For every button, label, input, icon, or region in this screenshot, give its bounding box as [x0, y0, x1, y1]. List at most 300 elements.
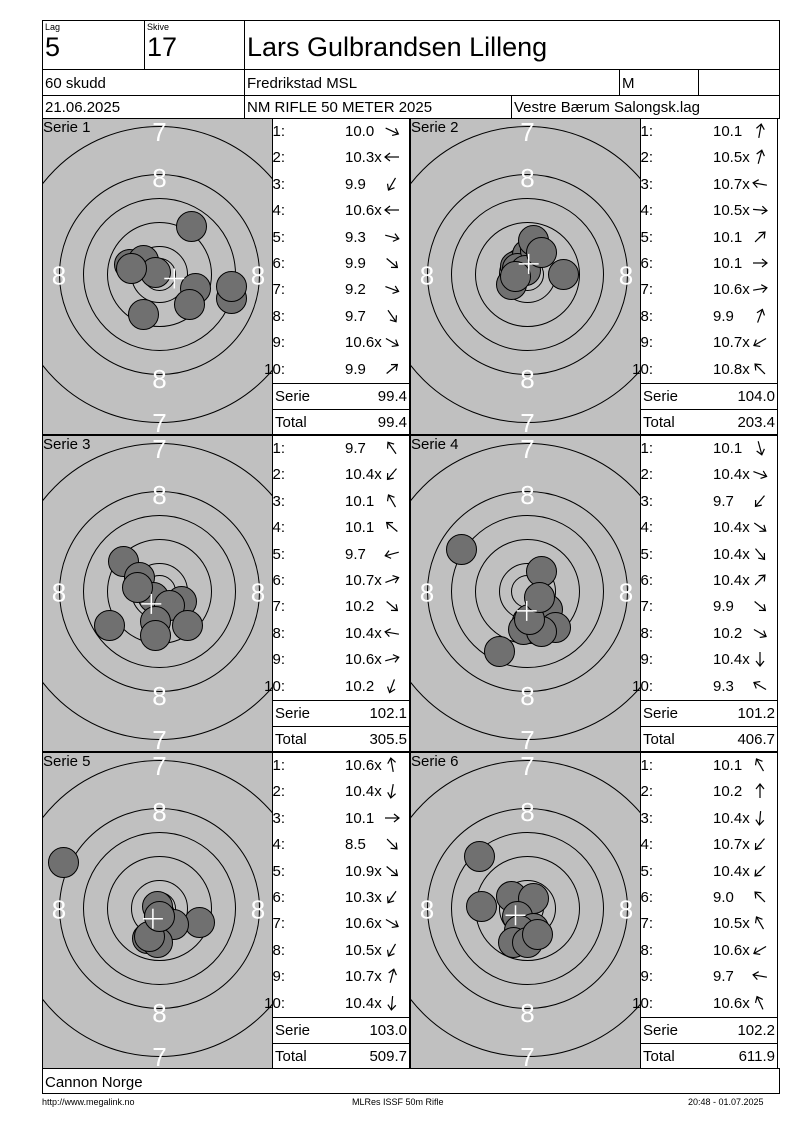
shot-score: 10.6x — [713, 941, 750, 959]
shot-row — [273, 198, 409, 224]
shot-score: 10.1 — [345, 492, 375, 510]
shot-score: 10.4x — [345, 994, 382, 1012]
shots-table-serie-4 — [632, 435, 778, 752]
shot-row — [273, 964, 409, 990]
shot-direction-arrow-icon — [383, 625, 401, 645]
shot-score: 9.7 — [345, 545, 366, 563]
shot-score: 10.7x — [345, 572, 382, 589]
shot-row — [273, 304, 409, 330]
serie-sum-value: 102.1 — [369, 705, 407, 722]
serie-sum-row — [641, 383, 777, 410]
serie-sum-value: 101.2 — [737, 705, 775, 722]
shot-score: 9.7 — [345, 307, 366, 325]
ring-number: 8 — [618, 894, 634, 925]
shot-direction-arrow-icon — [383, 546, 401, 566]
ring-number: 8 — [152, 480, 167, 510]
shot-number: 3: — [640, 492, 653, 510]
ring-number: 8 — [51, 577, 67, 608]
shot-hole — [485, 637, 515, 667]
shot-score: 10.6x — [345, 334, 382, 352]
competition: NM RIFLE 50 METER 2025 — [247, 99, 433, 116]
shot-direction-arrow-icon — [383, 598, 401, 618]
shot-score: 9.7 — [345, 440, 366, 457]
shot-direction-arrow-icon — [383, 651, 401, 671]
ring-number: 8 — [152, 364, 167, 394]
serie-sum-row — [641, 1017, 777, 1044]
shot-number: 8: — [640, 624, 653, 642]
shot-direction-arrow-icon — [383, 440, 401, 460]
shot-row — [273, 806, 409, 832]
shot-score: 9.7 — [713, 492, 734, 510]
shot-hole — [523, 920, 553, 950]
shot-number: 7: — [640, 598, 653, 616]
serie-sum-label: Serie — [275, 1022, 311, 1039]
shot-direction-arrow-icon — [751, 361, 769, 381]
ring-number: 8 — [250, 577, 266, 608]
ring-number: 7 — [520, 119, 535, 147]
shot-direction-arrow-icon — [751, 810, 769, 830]
shot-number: 2: — [640, 783, 653, 801]
shot-row — [641, 859, 777, 885]
ring-number: 7 — [520, 408, 535, 435]
serie-title: Serie 4 — [411, 436, 459, 453]
shot-row — [641, 647, 777, 673]
shot-score: 9.9 — [345, 175, 366, 193]
shot-direction-arrow-icon — [383, 281, 401, 301]
shot-hole — [173, 611, 203, 641]
shot-number: 4: — [640, 519, 653, 537]
shot-number: 6: — [640, 572, 653, 589]
ring-number: 8 — [618, 260, 634, 291]
shot-score: 10.3x — [345, 889, 382, 906]
shot-hole — [141, 621, 171, 651]
shot-score: 10.2 — [345, 677, 375, 695]
shot-hole — [549, 260, 579, 290]
shot-direction-arrow-icon — [751, 149, 769, 169]
ring-number: 8 — [51, 260, 67, 291]
shots-table-serie-3 — [264, 435, 410, 752]
shot-number: 10: — [264, 360, 285, 378]
shot-row — [273, 277, 409, 303]
target-serie-6 — [410, 752, 641, 1069]
venue-cell — [511, 95, 780, 119]
shot-score: 10.2 — [713, 624, 743, 642]
shot-score: 10.0 — [345, 123, 375, 140]
shot-row — [273, 145, 409, 171]
shot-row — [641, 330, 777, 356]
shot-row — [273, 911, 409, 937]
shot-row — [273, 779, 409, 805]
shot-number: 9: — [640, 334, 653, 352]
shot-number: 8: — [272, 941, 285, 959]
shot-direction-arrow-icon — [383, 915, 401, 935]
shot-direction-arrow-icon — [383, 176, 401, 196]
shot-row — [641, 806, 777, 832]
serie-title: Serie 3 — [43, 436, 91, 453]
shot-score: 10.7x — [713, 175, 750, 193]
shot-score: 10.4x — [713, 519, 750, 537]
shot-row — [632, 357, 777, 383]
shot-number: 8: — [640, 941, 653, 959]
shot-row — [273, 542, 409, 568]
shot-direction-arrow-icon — [751, 519, 769, 539]
serie-sum-label: Serie — [275, 388, 311, 405]
shot-row — [632, 991, 777, 1017]
shot-score: 10.4x — [345, 624, 382, 642]
shot-number: 8: — [272, 624, 285, 642]
ring-number: 8 — [419, 577, 435, 608]
shot-score: 10.4x — [713, 809, 750, 827]
shot-score: 10.7x — [713, 836, 750, 854]
shot-number: 3: — [272, 175, 285, 193]
shot-row — [641, 225, 777, 251]
total-value: 509.7 — [369, 1048, 407, 1065]
shot-number: 1: — [640, 123, 653, 140]
shot-number: 2: — [272, 783, 285, 801]
ring-number: 7 — [152, 753, 167, 781]
shot-score: 10.6x — [713, 281, 750, 299]
shot-row — [641, 304, 777, 330]
running-total-row — [273, 409, 409, 436]
shot-hole — [95, 611, 125, 641]
shot-direction-arrow-icon — [383, 678, 401, 698]
ring-number: 8 — [51, 894, 67, 925]
shot-hole — [217, 272, 247, 302]
shot-direction-arrow-icon — [383, 572, 401, 592]
shot-score: 10.1 — [713, 228, 743, 246]
ring-number: 8 — [520, 480, 535, 510]
shot-number: 5: — [272, 228, 285, 246]
shot-direction-arrow-icon — [383, 757, 401, 777]
shot-direction-arrow-icon — [751, 202, 769, 222]
shot-hole — [465, 842, 495, 872]
shot-number: 5: — [640, 545, 653, 563]
shot-score: 10.4x — [713, 466, 750, 484]
shot-direction-arrow-icon — [383, 308, 401, 328]
shot-number: 5: — [640, 862, 653, 880]
shot-row — [273, 251, 409, 277]
shot-number: 10: — [632, 994, 653, 1012]
shot-number: 2: — [640, 466, 653, 484]
skive-label: Skive — [147, 22, 170, 32]
shot-direction-arrow-icon — [383, 863, 401, 883]
footer-program: MLRes ISSF 50m Rifle — [352, 1097, 444, 1107]
serie-sum-label: Serie — [275, 705, 311, 722]
header-name-cell — [244, 20, 780, 70]
shot-number: 4: — [272, 202, 285, 220]
shot-direction-arrow-icon — [751, 308, 769, 328]
shot-number: 4: — [640, 836, 653, 854]
shot-direction-arrow-icon — [383, 968, 401, 988]
shot-score: 9.7 — [713, 968, 734, 986]
total-label: Total — [643, 414, 675, 431]
shot-number: 1: — [640, 757, 653, 774]
ring-number: 7 — [152, 1042, 167, 1069]
lag-value: 5 — [45, 32, 61, 62]
shot-direction-arrow-icon — [751, 255, 769, 275]
shot-number: 10: — [264, 994, 285, 1012]
shot-direction-arrow-icon — [383, 493, 401, 513]
serie-sum-value: 102.2 — [737, 1022, 775, 1039]
shot-number: 3: — [640, 175, 653, 193]
shot-number: 8: — [272, 307, 285, 325]
total-value: 99.4 — [377, 414, 407, 431]
shot-direction-arrow-icon — [751, 757, 769, 777]
venue: Vestre Bærum Salongsk.lag — [514, 99, 700, 116]
shot-row — [273, 330, 409, 356]
ring-number: 8 — [520, 681, 535, 711]
shot-direction-arrow-icon — [383, 942, 401, 962]
shot-row — [273, 489, 409, 515]
gender: M — [622, 75, 635, 92]
serie-sum-row — [273, 1017, 409, 1044]
shot-row — [632, 674, 777, 700]
shots-table-serie-1 — [264, 118, 410, 435]
shot-hole — [527, 238, 557, 268]
shot-score: 10.4x — [713, 651, 750, 669]
shot-direction-arrow-icon — [383, 123, 401, 143]
ring-number: 8 — [152, 681, 167, 711]
shot-hole — [49, 848, 79, 878]
ring-number: 8 — [520, 163, 535, 193]
shot-score: 10.6x — [345, 651, 382, 669]
shots-table-serie-5 — [264, 752, 410, 1069]
organizer: Cannon Norge — [45, 1074, 143, 1091]
shot-row — [641, 938, 777, 964]
shot-direction-arrow-icon — [383, 889, 401, 909]
shot-row — [273, 225, 409, 251]
shot-row — [641, 594, 777, 620]
organizer-cell — [42, 1068, 780, 1094]
shot-score: 10.5x — [713, 202, 750, 220]
shot-number: 4: — [640, 202, 653, 220]
shot-row — [641, 277, 777, 303]
shot-score: 9.9 — [713, 307, 734, 325]
target-serie-1 — [42, 118, 273, 435]
ring-number: 8 — [152, 163, 167, 193]
shot-direction-arrow-icon — [383, 149, 401, 169]
shot-score: 10.1 — [713, 440, 743, 457]
shot-direction-arrow-icon — [751, 229, 769, 249]
serie-title: Serie 1 — [43, 119, 91, 136]
shot-number: 1: — [640, 440, 653, 457]
ring-number: 7 — [152, 436, 167, 464]
skive-value: 17 — [147, 32, 178, 62]
total-label: Total — [643, 731, 675, 748]
shot-row — [641, 885, 777, 911]
shot-direction-arrow-icon — [383, 334, 401, 354]
ring-number: 8 — [152, 998, 167, 1028]
shot-direction-arrow-icon — [751, 334, 769, 354]
blank-cell — [698, 69, 780, 96]
shot-row — [641, 911, 777, 937]
shot-number: 6: — [272, 255, 285, 272]
ring-number: 7 — [520, 753, 535, 781]
shot-direction-arrow-icon — [383, 255, 401, 275]
shot-direction-arrow-icon — [751, 123, 769, 143]
shot-direction-arrow-icon — [383, 519, 401, 539]
shot-row — [641, 568, 777, 594]
ring-number: 8 — [520, 364, 535, 394]
shot-number: 7: — [640, 915, 653, 933]
ring-number: 8 — [618, 577, 634, 608]
shot-row — [264, 991, 409, 1017]
shot-row — [273, 832, 409, 858]
shot-score: 9.3 — [713, 677, 734, 695]
shot-score: 9.3 — [345, 228, 366, 246]
shot-direction-arrow-icon — [751, 440, 769, 460]
shot-score: 9.2 — [345, 281, 366, 299]
shot-direction-arrow-icon — [383, 836, 401, 856]
shot-row — [641, 964, 777, 990]
shot-score: 10.1 — [713, 255, 743, 272]
shot-direction-arrow-icon — [751, 176, 769, 196]
shot-number: 3: — [272, 492, 285, 510]
shot-direction-arrow-icon — [751, 968, 769, 988]
total-label: Total — [275, 414, 307, 431]
shot-row — [641, 251, 777, 277]
serie-sum-row — [273, 700, 409, 727]
shot-hole — [501, 262, 531, 292]
target-serie-3 — [42, 435, 273, 752]
date: 21.06.2025 — [45, 99, 121, 116]
shot-row — [641, 832, 777, 858]
shooter-name: Lars Gulbrandsen Lilleng — [247, 32, 548, 62]
club-name: Fredrikstad MSL — [247, 75, 358, 92]
ring-number: 8 — [520, 797, 535, 827]
serie-title: Serie 6 — [411, 753, 459, 770]
shot-number: 4: — [272, 836, 285, 854]
total-value: 406.7 — [737, 731, 775, 748]
shot-number: 2: — [640, 149, 653, 167]
shot-score: 9.0 — [713, 889, 734, 906]
shot-score: 10.6x — [713, 994, 750, 1012]
shot-score: 10.4x — [345, 466, 382, 484]
shot-direction-arrow-icon — [383, 783, 401, 803]
shot-row — [273, 885, 409, 911]
shot-number: 9: — [640, 968, 653, 986]
shot-direction-arrow-icon — [383, 202, 401, 222]
shot-row — [273, 647, 409, 673]
ring-number: 7 — [520, 1042, 535, 1069]
shot-row — [641, 436, 777, 462]
shot-number: 9: — [272, 968, 285, 986]
shot-number: 7: — [272, 281, 285, 299]
gender-cell — [619, 69, 699, 96]
ring-number: 7 — [520, 436, 535, 464]
shot-row — [273, 568, 409, 594]
shot-hole — [527, 557, 557, 587]
shot-number: 6: — [272, 572, 285, 589]
shot-number: 7: — [272, 915, 285, 933]
footer-url: http://www.megalink.no — [42, 1097, 135, 1107]
shot-score: 10.1 — [345, 809, 375, 827]
total-label: Total — [275, 731, 307, 748]
shot-row — [641, 542, 777, 568]
shot-direction-arrow-icon — [751, 598, 769, 618]
serie-sum-label: Serie — [643, 388, 679, 405]
shot-direction-arrow-icon — [751, 863, 769, 883]
shot-row — [273, 621, 409, 647]
shot-number: 1: — [272, 440, 285, 457]
shot-row — [641, 172, 777, 198]
shot-score: 10.2 — [345, 598, 375, 616]
shot-row — [641, 753, 777, 779]
shot-row — [273, 594, 409, 620]
ring-number: 8 — [250, 260, 266, 291]
shot-score: 10.5x — [713, 915, 750, 933]
serie-sum-row — [641, 700, 777, 727]
shot-score: 10.5x — [713, 149, 750, 167]
shot-direction-arrow-icon — [751, 546, 769, 566]
running-total-row — [641, 409, 777, 436]
shot-number: 4: — [272, 519, 285, 537]
shot-number: 1: — [272, 757, 285, 774]
competition-cell — [244, 95, 512, 119]
shot-number: 3: — [272, 809, 285, 827]
ring-number: 7 — [152, 725, 167, 752]
shot-score: 10.4x — [713, 545, 750, 563]
shot-row — [641, 119, 777, 145]
shot-number: 6: — [640, 255, 653, 272]
total-value: 611.9 — [738, 1048, 775, 1065]
shot-direction-arrow-icon — [751, 836, 769, 856]
shot-direction-arrow-icon — [751, 651, 769, 671]
shot-hole — [175, 290, 205, 320]
shot-direction-arrow-icon — [751, 915, 769, 935]
shot-score: 10.7x — [345, 968, 382, 986]
shot-score: 10.4x — [713, 862, 750, 880]
shot-number: 3: — [640, 809, 653, 827]
shot-row — [273, 515, 409, 541]
shot-row — [641, 462, 777, 488]
shot-score: 9.9 — [345, 255, 366, 272]
shots-table-serie-6 — [632, 752, 778, 1069]
running-total-row — [273, 726, 409, 753]
shot-score: 10.6x — [345, 757, 382, 774]
ring-number: 8 — [419, 260, 435, 291]
shot-row — [264, 674, 409, 700]
shot-row — [273, 436, 409, 462]
shot-score: 9.9 — [345, 360, 366, 378]
target-serie-4 — [410, 435, 641, 752]
ring-number: 8 — [520, 998, 535, 1028]
shot-number: 10: — [264, 677, 285, 695]
total-label: Total — [643, 1048, 675, 1065]
total-value: 305.5 — [369, 731, 407, 748]
shot-number: 7: — [640, 281, 653, 299]
shot-score: 10.3x — [345, 149, 382, 167]
ring-number: 8 — [419, 894, 435, 925]
ring-number: 7 — [152, 119, 167, 147]
shot-score: 10.4x — [345, 783, 382, 801]
shot-score: 10.6x — [345, 202, 382, 220]
shot-number: 10: — [632, 677, 653, 695]
shots-count: 60 skudd — [45, 75, 106, 92]
shot-number: 10: — [632, 360, 653, 378]
shot-number: 6: — [272, 889, 285, 906]
club-cell — [244, 69, 620, 96]
running-total-row — [273, 1043, 409, 1070]
header-skive-cell — [144, 20, 245, 70]
lag-label: Lag — [45, 22, 61, 32]
shot-direction-arrow-icon — [383, 466, 401, 486]
shot-direction-arrow-icon — [751, 942, 769, 962]
shot-row — [641, 145, 777, 171]
shot-number: 5: — [272, 545, 285, 563]
serie-title: Serie 2 — [411, 119, 459, 136]
date-cell — [42, 95, 245, 119]
